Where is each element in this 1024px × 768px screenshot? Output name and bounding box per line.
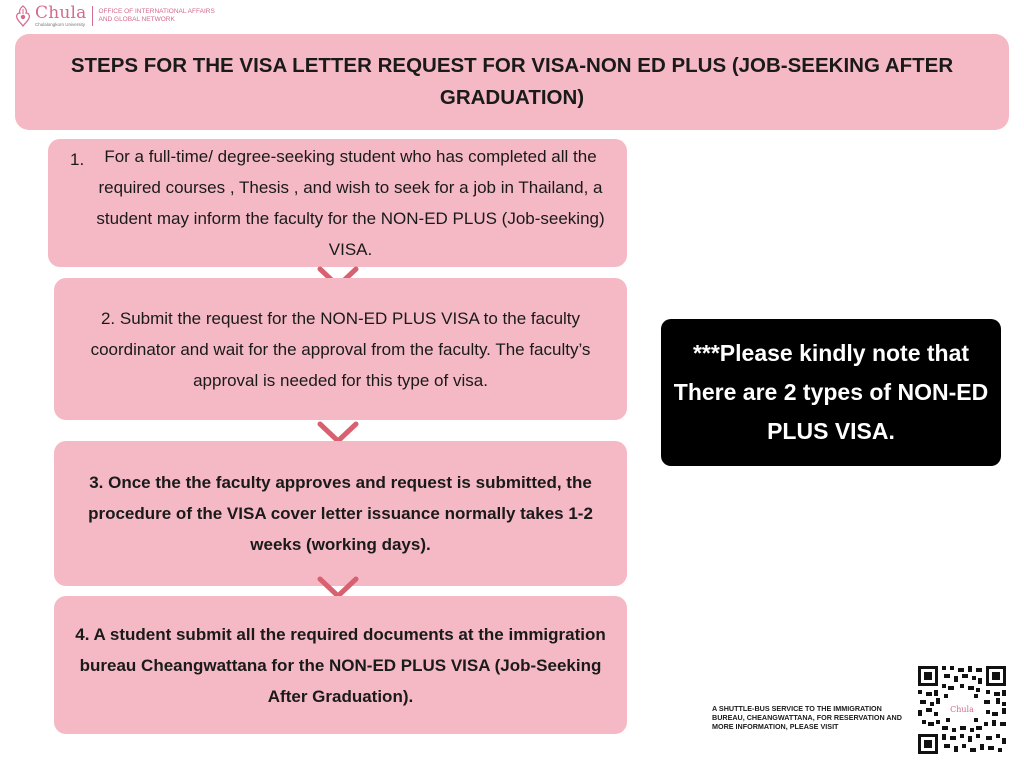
logo-university: Chulalongkorn University xyxy=(35,21,86,27)
note-box xyxy=(661,319,1001,466)
chula-crest-icon xyxy=(14,5,32,27)
step-3-box xyxy=(54,441,627,586)
step-3-text: 3. Once the the faculty approves and request is submitted, the procedure of the VISA cover letter issuance normally takes 1-2 weeks (working days). xyxy=(88,473,593,554)
step-1-number: 1. xyxy=(70,150,85,169)
step-2-box xyxy=(54,278,627,420)
logo-brand: Chula xyxy=(35,2,87,23)
step-2-text: 2. Submit the request for the NON-ED PLUS VISA to the faculty coordinator and wait for the approval from the faculty. The faculty’s approval is needed for this type of visa. xyxy=(90,308,591,390)
step-4-text: 4. A student submit all the required documents at the immigration bureau Cheangwattana for the NON-ED PLUS VISA (Job-Seeking After Graduation). xyxy=(75,624,606,706)
logo-divider xyxy=(92,6,93,26)
chula-logo xyxy=(14,4,215,28)
step-1-box xyxy=(48,139,627,267)
office-name-line2: AND GLOBAL NETWORK xyxy=(98,16,175,23)
note-text: ***Please kindly note that There are 2 types of NON-ED PLUS VISA. xyxy=(673,340,989,444)
step-4-box xyxy=(54,596,627,734)
step-1-text: For a full-time/ degree-seeking student who has completed all the required courses , Thesis , and wish to seek for a job in Thailand, a student may inform the faculty for the NON-ED PLUS (Job-seeking) VISA. xyxy=(96,147,605,259)
office-name-line1: OFFICE OF INTERNATIONAL AFFAIRS xyxy=(98,8,215,15)
qr-code-label: Chula xyxy=(944,703,980,717)
qr-code[interactable] xyxy=(916,664,1008,756)
title-banner xyxy=(15,34,1009,130)
page-title: STEPS FOR THE VISA LETTER REQUEST FOR VISA-NON ED PLUS (JOB-SEEKING AFTER GRADUATION) xyxy=(70,54,954,109)
shuttle-bus-info: A SHUTTLE-BUS SERVICE TO THE IMMIGRATION BUREAU, CHEANGWATTANA, FOR RESERVATION AND MORE INFORMATION, PLEASE VISIT xyxy=(712,704,902,731)
office-name xyxy=(98,8,214,24)
logo-wordmark xyxy=(35,2,87,28)
